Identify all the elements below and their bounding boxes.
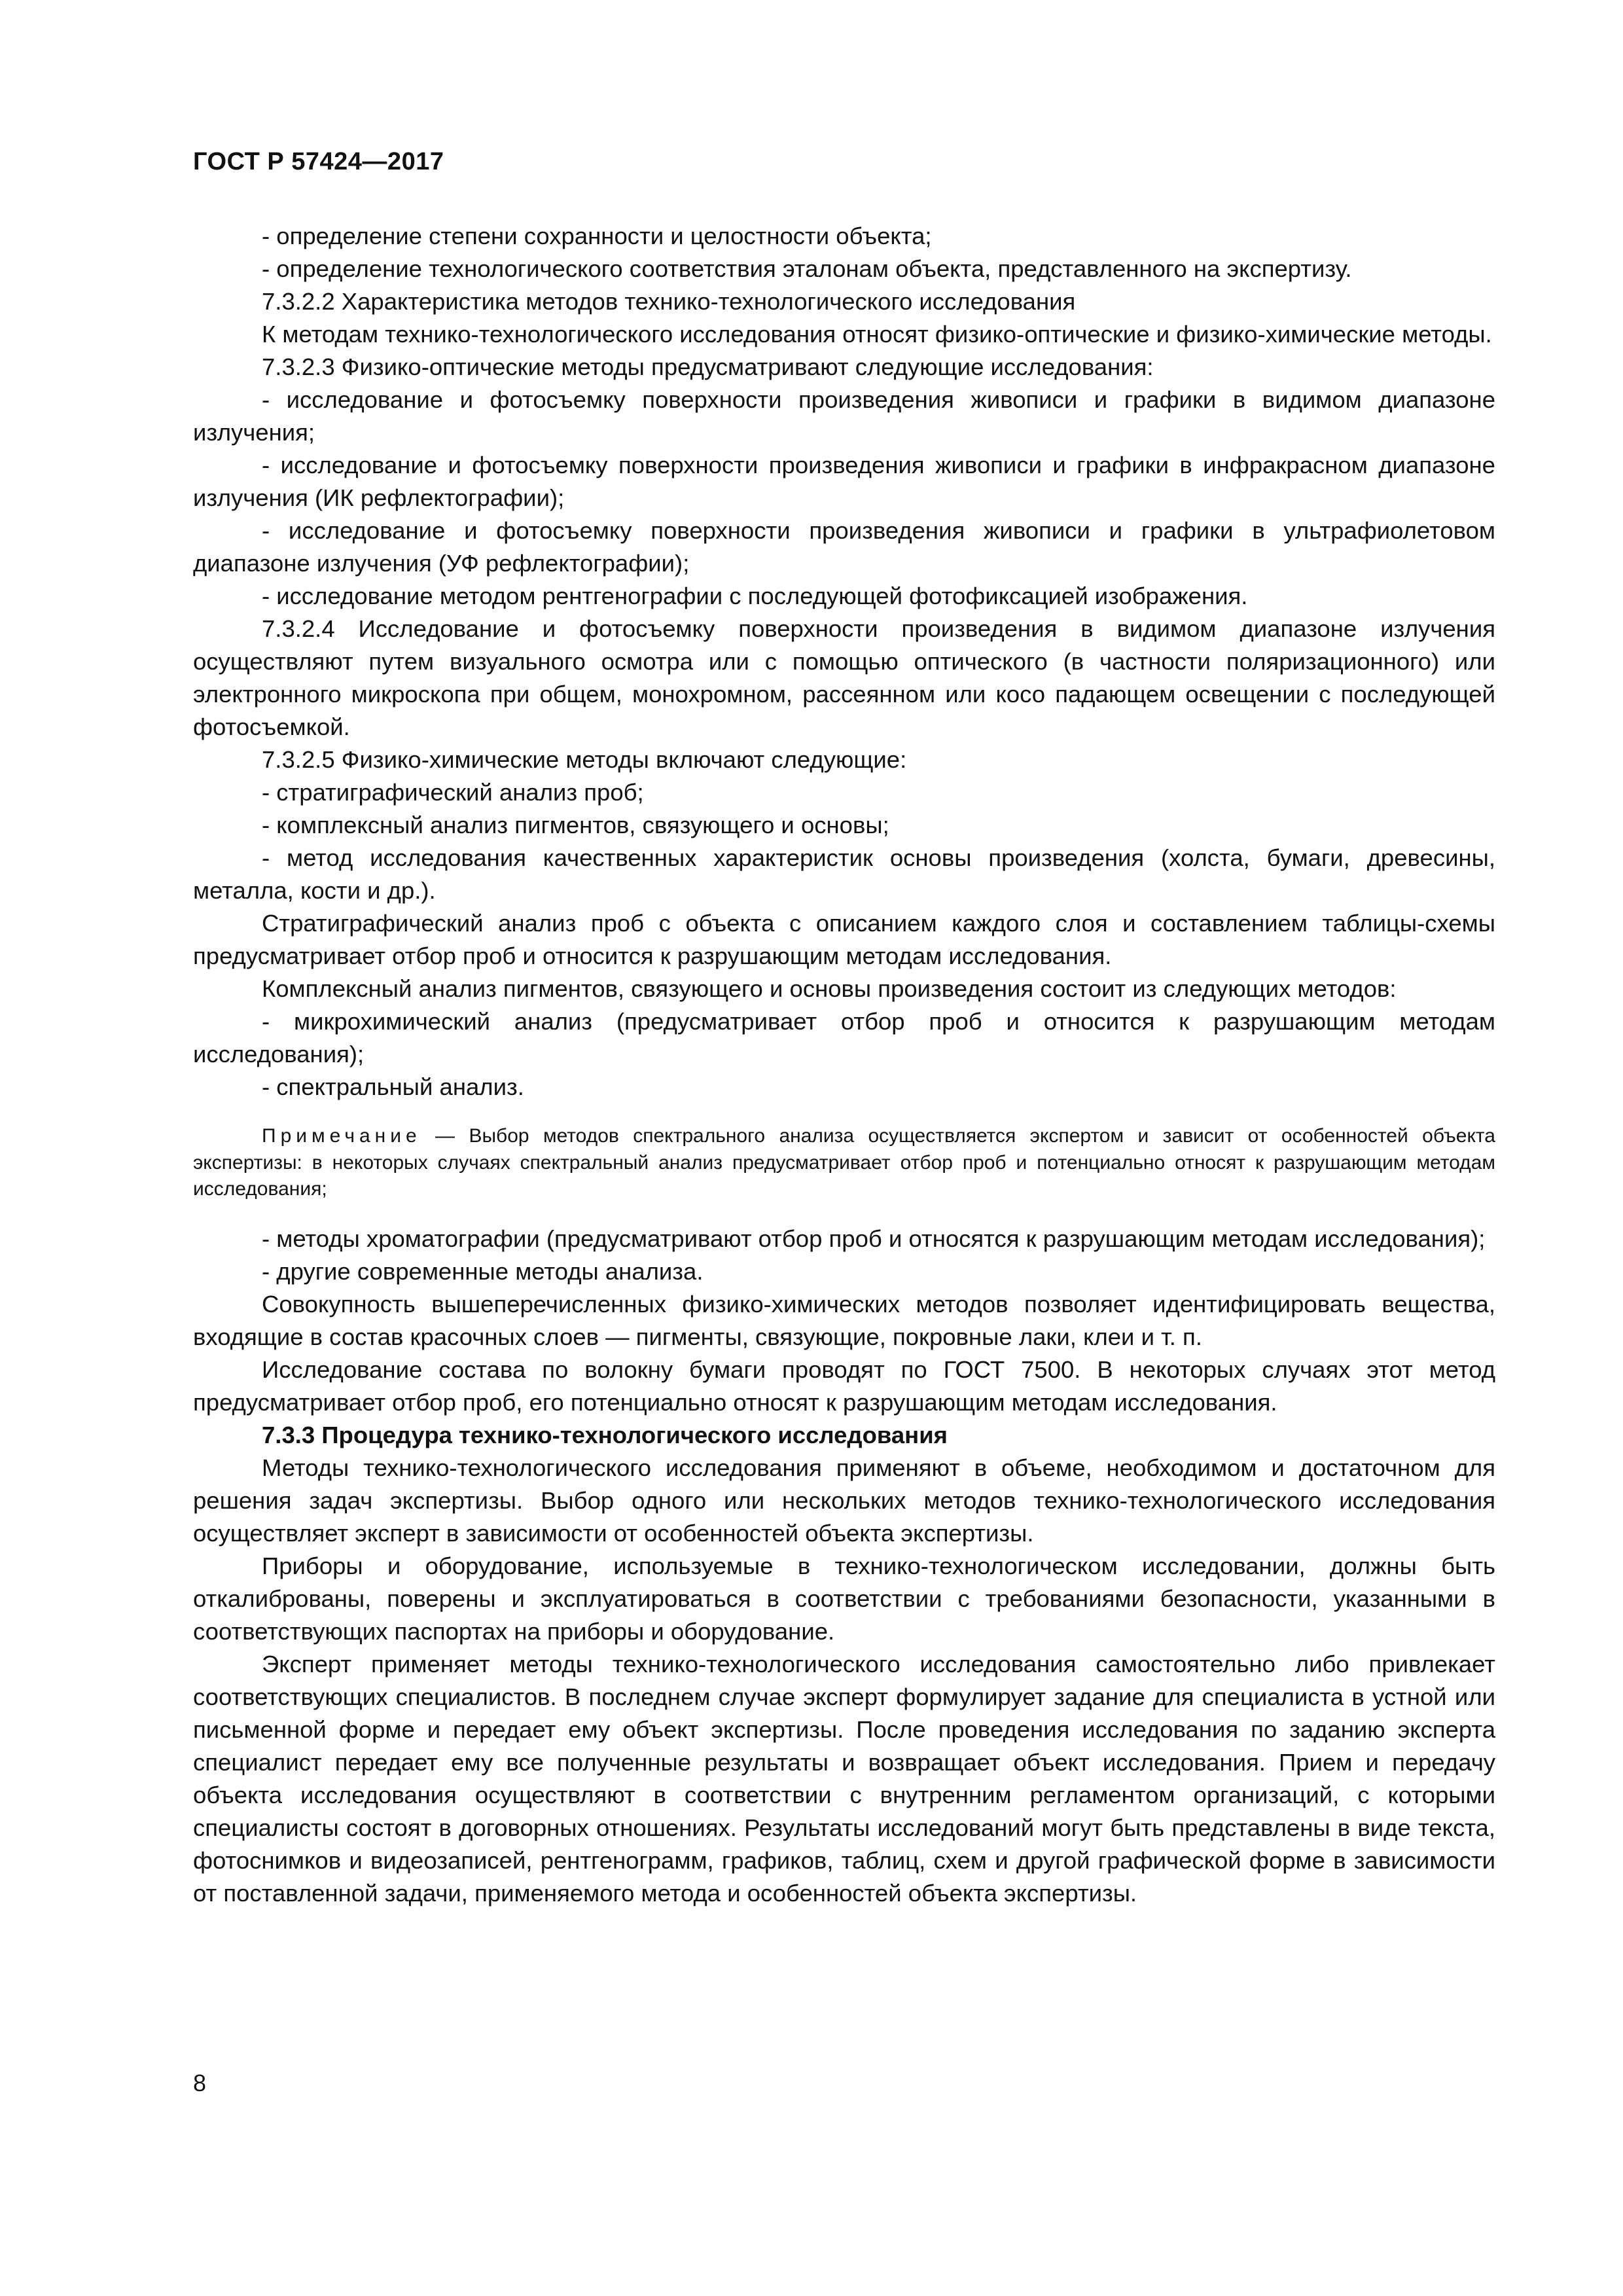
paragraph: - метод исследования качественных характеристик основы произведения (холста, бумаги, древесины, металла, кости и др.). xyxy=(193,844,1495,904)
paragraph: - определение степени сохранности и целостности объекта; xyxy=(262,223,932,249)
paragraph: - исследование методом рентгенографии с последующей фотофиксацией изображения. xyxy=(262,583,1248,609)
paragraph: 7.3.2.2 Характеристика методов технико-технологического исследования xyxy=(262,288,1076,315)
paragraph: Стратиграфический анализ проб с объекта с описанием каждого слоя и составлением таблицы-схемы предусматривает отбор проб и относится к разрушающим методам исследования. xyxy=(193,910,1495,969)
paragraph: Комплексный анализ пигментов, связующего и основы произведения состоит из следующих методов: xyxy=(262,975,1397,1002)
paragraph: - стратиграфический анализ проб; xyxy=(262,779,644,806)
paragraph: 7.3.2.3 Физико-оптические методы предусматривают следующие исследования: xyxy=(262,353,1154,380)
section-heading: 7.3.3 Процедура технико-технологического исследования xyxy=(262,1421,948,1448)
document-header: ГОСТ Р 57424—2017 xyxy=(193,148,444,175)
paragraph: - комплексный анализ пигментов, связующего и основы; xyxy=(262,812,889,838)
paragraph: Методы технико-технологического исследования применяют в объеме, необходимом и достаточном для решения задач экспертизы. Выбор одного или нескольких методов технико-технологического исследования осуществляет эксперт в зависимости от особенностей объекта экспертизы. xyxy=(193,1454,1495,1547)
paragraph: Исследование состава по волокну бумаги проводят по ГОСТ 7500. В некоторых случаях этот метод предусматривает отбор проб, его потенциально относят к разрушающим методам исследования. xyxy=(193,1355,1495,1416)
paragraph: - определение технологического соответствия эталонам объекта, представленного на экспертизу. xyxy=(262,255,1352,282)
page-number: 8 xyxy=(193,2070,207,2096)
paragraph: 7.3.2.4 Исследование и фотосъемку поверхности произведения в видимом диапазоне излучения осуществляют путем визуального осмотра или с помощью оптического (в частности поляризационного) или электронного микроскопа при общем, монохромном, рассеянном или косо падающем освещении с последующей фотосъемкой. xyxy=(193,615,1495,740)
note xyxy=(193,1123,1495,1203)
paragraph: - другие современные методы анализа. xyxy=(262,1257,704,1285)
paragraph: К методам технико-технологического исследования относят физико-оптические и физико-химические методы. xyxy=(262,321,1492,348)
paragraph: - исследование и фотосъемку поверхности произведения живописи и графики в видимом диапазоне излучения; xyxy=(193,386,1495,446)
note-label: Примечание xyxy=(262,1125,421,1147)
paragraph: - методы хроматографии (предусматривают отбор проб и относятся к разрушающим методам исследования); xyxy=(262,1225,1486,1252)
paragraph: - микрохимический анализ (предусматривает отбор проб и относится к разрушающим методам исследования); xyxy=(193,1008,1495,1067)
note-text: — Выбор методов спектрального анализа осуществляется экспертом и зависит от особенностей объекта экспертизы: в некоторых случаях спектральный анализ предусматривает отбор проб и потенциально относят к разрушающим методам исследования; xyxy=(193,1125,1495,1200)
paragraph: - спектральный анализ. xyxy=(262,1073,524,1100)
paragraph: Приборы и оборудование, используемые в технико-технологическом исследовании, должны быть откалиброваны, поверены и эксплуатироваться в соответствии с требованиями безопасности, указанными в соответствующих паспортах на приборы и оборудование. xyxy=(193,1552,1495,1645)
paragraph: - исследование и фотосъемку поверхности произведения живописи и графики в ультрафиолетовом диапазоне излучения (УФ рефлектографии); xyxy=(193,517,1495,577)
paragraph: Эксперт применяет методы технико-технологического исследования самостоятельно либо привлекает соответствующих специалистов. В последнем случае эксперт формулирует задание для специалиста в устной или письменной форме и передает ему объект экспертизы. После проведения исследования по заданию эксперта специалист передает ему все полученные результаты и возвращает объект исследования. Прием и передачу объекта исследования осуществляют в соответствии с внутренним регламентом организаций, с которыми специалисты состоят в договорных отношениях. Результаты исследований могут быть представлены в виде текста, фотоснимков и видеозаписей, рентгенограмм, графиков, таблиц, схем и другой графической форме в зависимости от поставленной задачи, применяемого метода и особенностей объекта экспертизы. xyxy=(193,1650,1495,1907)
document-body xyxy=(193,220,1495,1910)
paragraph: 7.3.2.5 Физико-химические методы включают следующие: xyxy=(262,746,907,773)
paragraph: Совокупность вышеперечисленных физико-химических методов позволяет идентифицировать вещества, входящие в состав красочных слоев — пигменты, связующие, покровные лаки, клеи и т. п. xyxy=(193,1290,1495,1350)
paragraph: - исследование и фотосъемку поверхности произведения живописи и графики в инфракрасном диапазоне излучения (ИК рефлектографии); xyxy=(193,452,1495,511)
